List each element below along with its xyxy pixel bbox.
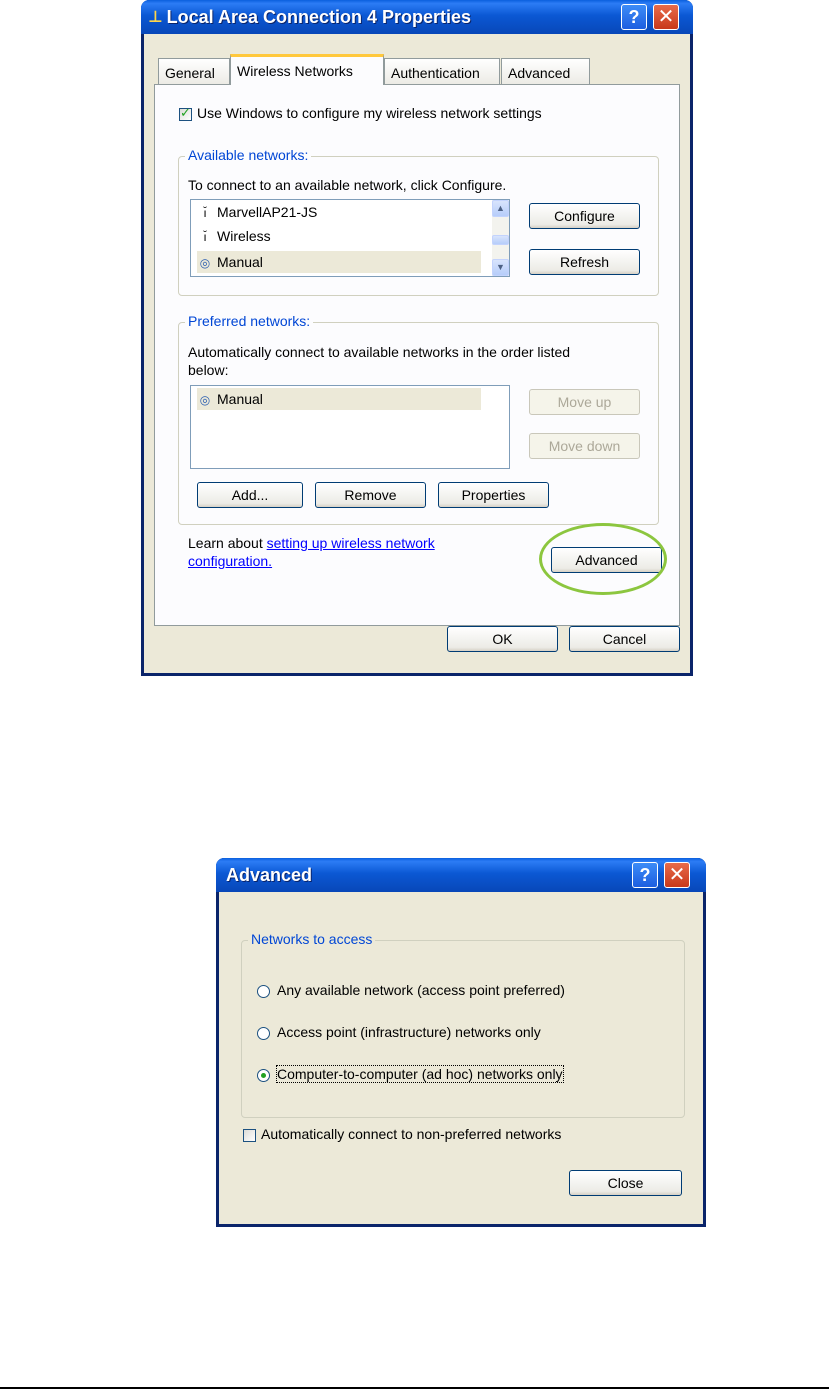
radio-access-point-only[interactable] [257, 1027, 270, 1040]
configure-button[interactable]: Configure [529, 203, 640, 229]
use-windows-checkbox[interactable] [179, 105, 192, 121]
learn-link-line2[interactable]: configuration. [188, 553, 273, 569]
preferred-instruction-line1: Automatically connect to available networks in the order listed [188, 344, 571, 360]
preferred-networks-list[interactable] [190, 385, 510, 469]
radio-adhoc-only-label[interactable]: Computer-to-computer (ad hoc) networks only [277, 1066, 563, 1082]
move-up-button[interactable]: Move up [529, 389, 640, 415]
advanced-button[interactable]: Advanced [551, 547, 662, 573]
list-item[interactable]: ı̆ MarvellAP21-JS [197, 201, 317, 223]
help-button[interactable]: ? [632, 862, 658, 888]
highlight-ellipse [539, 523, 667, 595]
available-instruction: To connect to an available network, click Configure. [188, 177, 507, 193]
advanced-dialog [216, 858, 706, 1227]
preferred-networks-legend: Preferred networks: [185, 313, 313, 329]
auto-connect-checkbox[interactable] [243, 1129, 256, 1142]
adhoc-computers-icon: ◎ [199, 393, 211, 407]
use-windows-label[interactable]: Use Windows to configure my wireless network settings [197, 105, 542, 121]
check-mark-icon: ✓ [180, 105, 191, 120]
move-down-button[interactable]: Move down [529, 433, 640, 459]
available-networks-legend: Available networks: [185, 147, 311, 163]
scroll-down-button[interactable]: ▼ [492, 259, 509, 276]
add-button[interactable]: Add... [197, 482, 303, 508]
dialog-title: Local Area Connection 4 Properties [166, 6, 472, 27]
tab-wireless-networks[interactable]: Wireless Networks [230, 54, 384, 85]
radio-adhoc-only[interactable] [257, 1069, 270, 1082]
properties-dialog [141, 0, 693, 676]
radio-access-point-only-label[interactable]: Access point (infrastructure) networks only [277, 1024, 541, 1040]
remove-button[interactable]: Remove [315, 482, 426, 508]
adhoc-computers-icon: ◎ [199, 256, 211, 270]
networks-to-access-legend: Networks to access [248, 931, 375, 947]
tab-general[interactable]: General [158, 58, 230, 84]
help-button[interactable]: ? [621, 4, 647, 30]
tab-advanced[interactable]: Advanced [501, 58, 590, 84]
dialog-client-area [144, 34, 690, 673]
dialog-title: Advanced [226, 864, 313, 885]
ok-button[interactable]: OK [447, 626, 558, 652]
scrollbar[interactable] [492, 200, 509, 276]
refresh-button[interactable]: Refresh [529, 249, 640, 275]
title-bar[interactable] [141, 0, 693, 34]
list-item[interactable]: ◎ Manual [197, 388, 481, 410]
auto-connect-label[interactable]: Automatically connect to non-preferred networks [261, 1126, 562, 1142]
scroll-thumb[interactable] [492, 235, 509, 245]
dialog-client-area [219, 892, 703, 1224]
preferred-instruction-line2: below: [188, 362, 229, 378]
tab-authentication[interactable]: Authentication [384, 58, 500, 84]
properties-button[interactable]: Properties [438, 482, 549, 508]
learn-about-text: Learn about setting up wireless network [188, 535, 435, 551]
radio-any-network[interactable] [257, 985, 270, 998]
antenna-icon: ı̆ [203, 206, 207, 220]
list-item[interactable]: ◎ Manual [197, 251, 481, 273]
close-button[interactable]: ✕ [664, 862, 690, 888]
available-networks-list[interactable] [190, 199, 510, 277]
list-item[interactable]: ı̆ Wireless [197, 225, 271, 247]
learn-link-line1[interactable]: setting up wireless network [266, 535, 435, 551]
page-divider [0, 1387, 829, 1389]
radio-any-network-label[interactable]: Any available network (access point preferred) [277, 982, 565, 998]
antenna-icon: ı̆ [203, 230, 207, 244]
network-connection-icon: ⊥ [148, 9, 163, 26]
close-dialog-button[interactable]: Close [569, 1170, 682, 1196]
close-button[interactable]: ✕ [653, 4, 679, 30]
title-bar[interactable] [216, 858, 706, 892]
scroll-up-button[interactable]: ▲ [492, 200, 509, 217]
cancel-button[interactable]: Cancel [569, 626, 680, 652]
tab-panel [154, 84, 680, 626]
